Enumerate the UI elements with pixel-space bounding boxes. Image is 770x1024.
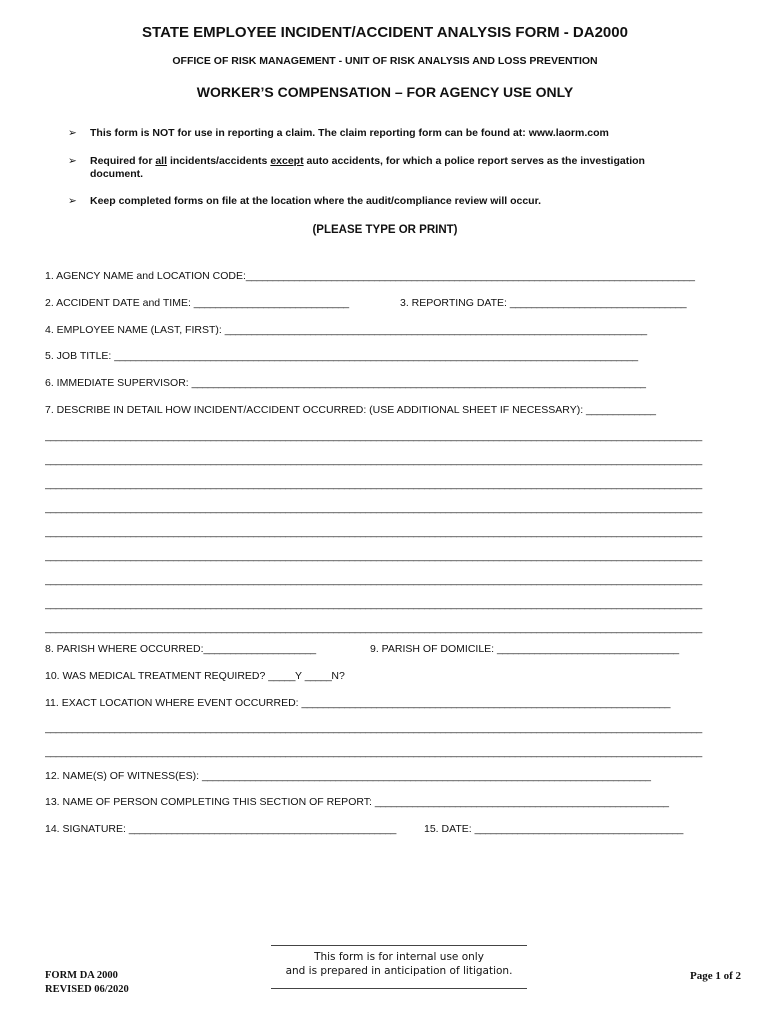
litigation-notice xyxy=(271,945,527,989)
blank-line[interactable]: ___________________________________________________________________________________________________________________________ xyxy=(45,574,702,586)
blank-line: _____________ xyxy=(586,404,656,416)
option-yes: Y xyxy=(294,670,305,682)
arrow-bullet-icon: ➢ xyxy=(68,127,77,139)
blank-line[interactable]: ___________________________________________________________________________________________________________________________ xyxy=(45,478,702,490)
blank-line: _____________________________ xyxy=(193,297,349,309)
blank-line: _____ xyxy=(304,670,332,682)
option-no: N? xyxy=(331,670,345,682)
field-label: 9. PARISH OF DOMICILE: xyxy=(370,643,497,655)
field-label: 6. IMMEDIATE SUPERVISOR: xyxy=(45,377,192,389)
field-exact-location[interactable] xyxy=(45,697,670,709)
blank-line: ____________________________________________________________________________________ xyxy=(201,770,651,782)
field-label: 13. NAME OF PERSON COMPLETING THIS SECTION OF REPORT: xyxy=(45,796,375,808)
arrow-bullet-icon: ➢ xyxy=(68,155,77,167)
form-subtitle: OFFICE OF RISK MANAGEMENT - UNIT OF RISK ANALYSIS AND LOSS PREVENTION xyxy=(172,55,598,67)
blank-line: _________________________________ xyxy=(509,297,687,309)
blank-line[interactable]: ___________________________________________________________________________________________________________________________ xyxy=(45,526,702,538)
blank-line[interactable]: ___________________________________________________________________________________________________________________________ xyxy=(45,622,702,634)
blank-line: _____________________ xyxy=(203,643,316,655)
field-job-title[interactable] xyxy=(45,350,638,362)
field-label: 5. JOB TITLE: xyxy=(45,350,115,362)
blank-line[interactable]: ___________________________________________________________________________________________________________________________ xyxy=(45,502,702,514)
field-label: 4. EMPLOYEE NAME (LAST, FIRST): xyxy=(45,324,225,336)
field-signature[interactable] xyxy=(45,823,396,835)
field-medical-treatment[interactable] xyxy=(45,670,345,682)
page-number: Page 1 of 2 xyxy=(690,970,742,982)
emphasis-all: all xyxy=(155,155,168,167)
field-accident-date[interactable] xyxy=(45,297,349,309)
bullet-text: This form is NOT for use in reporting a claim. The claim reporting form can be found at: www.laorm.com xyxy=(90,127,609,139)
blank-line[interactable]: ___________________________________________________________________________________________________________________________ xyxy=(45,454,702,466)
arrow-bullet-icon: ➢ xyxy=(68,195,77,207)
emphasis-except: except xyxy=(270,155,304,167)
field-label: 15. DATE: xyxy=(424,823,475,835)
blank-line[interactable]: ___________________________________________________________________________________________________________________________ xyxy=(45,430,702,442)
field-parish-occurred[interactable] xyxy=(45,643,316,655)
notice-line: This form is for internal use only xyxy=(314,951,484,963)
field-label: 12. NAME(S) OF WITNESS(ES): xyxy=(45,770,202,782)
bullet-text-part: incidents/accidents xyxy=(167,155,271,167)
blank-line: _______________________________________________________ xyxy=(374,796,669,808)
field-label: 1. AGENCY NAME and LOCATION CODE: xyxy=(45,270,246,282)
field-label: 7. DESCRIBE IN DETAIL HOW INCIDENT/ACCIDENT OCCURRED: (USE ADDITIONAL SHEET IF NECESSARY): xyxy=(45,404,587,416)
field-parish-domicile[interactable] xyxy=(370,643,679,655)
blank-line: __________________________________________________ xyxy=(128,823,396,835)
field-employee-name[interactable] xyxy=(45,324,647,336)
blank-line: _____ xyxy=(268,670,295,682)
field-date[interactable] xyxy=(424,823,683,835)
field-supervisor[interactable] xyxy=(45,377,646,389)
blank-line: ____________________________________________________________________________________ xyxy=(245,270,695,282)
field-label: 11. EXACT LOCATION WHERE EVENT OCCURRED: xyxy=(45,697,302,709)
blank-line[interactable]: ___________________________________________________________________________________________________________________________ xyxy=(45,722,702,734)
bullet-text xyxy=(90,155,700,181)
form-id: FORM DA 2000 xyxy=(45,970,118,981)
print-instruction: (PLEASE TYPE OR PRINT) xyxy=(312,224,458,236)
bullet-text-part: auto accidents, for which a police report serves as the investigation document. xyxy=(90,155,645,180)
revision-date: REVISED 06/2020 xyxy=(45,984,129,995)
section-heading: WORKER’S COMPENSATION – FOR AGENCY USE ONLY xyxy=(196,84,574,100)
field-label: 14. SIGNATURE: xyxy=(45,823,129,835)
form-identifier xyxy=(45,969,129,997)
field-describe[interactable] xyxy=(45,404,655,416)
blank-line: _____________________________________________________________________________________ xyxy=(191,377,646,389)
blank-line[interactable]: ___________________________________________________________________________________________________________________________ xyxy=(45,598,702,610)
form-title: STATE EMPLOYEE INCIDENT/ACCIDENT ANALYSIS FORM - DA2000 xyxy=(142,24,628,41)
blank-line[interactable]: ___________________________________________________________________________________________________________________________ xyxy=(45,746,702,758)
blank-line: _______________________________________________________________________________ xyxy=(224,324,647,336)
field-label: 8. PARISH WHERE OCCURRED: xyxy=(45,643,204,655)
blank-line: _____________________________________________________________________ xyxy=(301,697,670,709)
bullet-text-part: Required for xyxy=(90,155,156,167)
blank-line: __________________________________________________________________________________________________ xyxy=(114,350,638,362)
field-label: 2. ACCIDENT DATE and TIME: xyxy=(45,297,194,309)
field-reporting-date[interactable] xyxy=(400,297,686,309)
notice-line: and is prepared in anticipation of litigation. xyxy=(285,965,513,977)
field-agency-name[interactable] xyxy=(45,270,694,282)
field-label: 3. REPORTING DATE: xyxy=(400,297,510,309)
blank-line: _______________________________________ xyxy=(474,823,683,835)
field-label: 10. WAS MEDICAL TREATMENT REQUIRED? xyxy=(45,670,269,682)
bullet-text: Keep completed forms on file at the location where the audit/compliance review will occur. xyxy=(90,195,542,207)
field-witnesses[interactable] xyxy=(45,770,650,782)
blank-line: __________________________________ xyxy=(497,643,679,655)
blank-line[interactable]: ___________________________________________________________________________________________________________________________ xyxy=(45,550,702,562)
field-person-completing[interactable] xyxy=(45,796,669,808)
